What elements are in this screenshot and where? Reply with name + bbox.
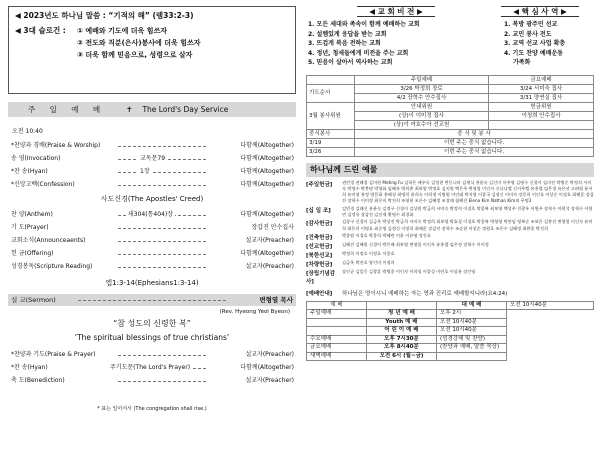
vision-item: 4. 정년, 청세들에게 비전을 주는 교회	[308, 49, 409, 57]
order-leader: 다함께(Altogether)	[240, 211, 294, 218]
schedule-cell: 오후 7시30분	[367, 335, 437, 344]
offering-names: 장인균 김일웅 김광훈 박병종 이인자 이희정 이종성 이민호 이상윤 장인영	[342, 268, 476, 274]
schedule-cell	[307, 327, 367, 336]
duty-cell: 3/26 박정희 장로	[355, 84, 489, 93]
schedule-cell: 주일예배	[307, 310, 367, 319]
core-item: 3. 교역 선교 사업 확충	[504, 40, 566, 47]
schedule-cell: 오후 2시	[437, 310, 507, 319]
preacher-name-en: (Rev. Hyeong Yeol Byeon)	[219, 309, 290, 315]
offering-names: 박종팔 이경호 박종희 박혜련 이윤 이유영 장진호	[342, 232, 431, 238]
duty-cell: 3/24 서미숙 집사	[489, 84, 594, 93]
duty-table	[306, 75, 594, 157]
offering-tag: [주일헌금]	[306, 181, 333, 188]
notice-tag: [예배안내]	[306, 290, 333, 297]
service-schedule	[306, 301, 594, 362]
order-leader: 다함께(Altogether)	[240, 364, 294, 371]
order-leader: 다함께(Altogether)	[240, 181, 294, 188]
meal-note: 이번 주는 중식 없습니다.	[355, 138, 594, 147]
sermon-label: 설 교(Sermon)	[11, 296, 56, 304]
offering-names: 김민경 김래신 홍윤숙 김정구 신경이 김상원 박금희 서미숙 박정희 이경호 박종복 최보영 백상주 진광우 이원주 장혁수 이원석 장혁수 이원빈 김정옥 장갑진 김인재 황명수 최경화	[342, 205, 593, 217]
offering-tag: [건축헌금]	[306, 234, 333, 241]
offering-title: 하나님께 드린 예물	[306, 163, 594, 177]
offering-entry	[306, 269, 594, 285]
meal-date: 3/26	[307, 147, 355, 156]
order-label: 성경봉독(Scripture Reading)	[11, 263, 93, 270]
serve-label: 3월 봉사위원	[307, 102, 355, 129]
preacher-name: 변형열 목사	[259, 296, 293, 304]
order-item	[8, 165, 296, 178]
slogan-item: ① 예배와 기도에 더욱 힘쓰자	[77, 27, 168, 35]
order-detail: 교독문79	[138, 152, 167, 165]
duty-head: 안내위원	[355, 102, 489, 111]
order-item	[8, 208, 296, 221]
order-item	[8, 348, 296, 361]
core-item: 4. 기도 찬양 예배운동	[504, 49, 564, 57]
scripture-ref: 엡1:3-14(Ephesians1:3-14)	[105, 279, 199, 287]
offering-names: 김금옥 박진호 양인미 이정희	[342, 259, 395, 265]
worship-notice	[306, 289, 594, 297]
order-leader: 다함께(Altogether)	[240, 168, 294, 175]
vision-item: 2. 설렘있게 응답을 받는 교회	[308, 30, 387, 38]
prayer-order-label: 기도순서	[307, 84, 355, 102]
order-list	[8, 348, 296, 387]
meal-head: 중 식 및 봉 사	[355, 129, 594, 138]
order-leader: 설교자(Preacher)	[245, 351, 294, 358]
annual-word: ◀ 2023년도 하나님 말씀 : “기적의 해” (렘33:2-3)	[15, 11, 194, 20]
church-vision	[306, 6, 486, 68]
meal-note: 이번 주는 중식 없습니다.	[355, 147, 594, 156]
offering-tag: [차량헌금]	[306, 261, 333, 268]
schedule-row	[307, 327, 594, 336]
order-leader: 장갑진 안수집사	[251, 224, 294, 231]
duty-cell: (상)이 이미정 집사	[355, 111, 489, 120]
order-item	[8, 361, 296, 374]
meal-date: 3/19	[307, 138, 355, 147]
cross-icon: ✝	[126, 105, 133, 114]
order-item	[8, 152, 296, 165]
order-detail: 새304(통404)장	[126, 208, 175, 221]
schedule-cell: 청 년 예 배	[367, 310, 437, 319]
slogan-item: ③ 더욱 함께 믿음으로, 성령으로 살자	[77, 51, 193, 59]
core-item: 2. 교민 봉사 전도	[504, 30, 552, 38]
duty-cell: 3/31 양연실 집사	[489, 93, 594, 102]
order-leader: 다함께(Altogether)	[240, 142, 294, 149]
schedule-cell: 어 린 이 예 배	[367, 327, 437, 336]
order-leader: 설교자(Preacher)	[245, 237, 294, 244]
order-label: *찬 송(Hyan)	[11, 168, 48, 175]
order-leader: 다함께(Altogether)	[240, 155, 294, 162]
schedule-cell: (성경강해 및 찬양)	[437, 335, 507, 344]
duty-head: 헌금위원	[489, 102, 594, 111]
order-leader: 다함께(Altogether)	[240, 250, 294, 257]
schedule-cell: 오후 8시40분	[367, 344, 437, 353]
schedule-label: 예 배	[307, 301, 367, 310]
offering-names: 김혜진 김혜원 신경이 박은배 최보영 변형열 이인자 유홍렬 임은정 장혁수 이미정	[342, 241, 489, 247]
order-detail: 주기도문(The Lord's Prayer)	[108, 361, 192, 374]
order-label: 송 영(Invocation)	[11, 155, 61, 162]
offering-tag: [십 일 조]	[306, 207, 331, 214]
vision-item: 1. 모든 세대와 족속이 함께 예배하는 교회	[308, 21, 420, 28]
duty-cell: 4/2 장혁수 안수집사	[355, 93, 489, 102]
order-label: *신앙고백(Confession)	[11, 181, 75, 188]
order-leader: 설교자(Preacher)	[245, 263, 294, 270]
offering-list	[306, 180, 594, 285]
order-label: 찬 양(Anthem)	[11, 211, 53, 218]
order-list	[8, 139, 296, 191]
schedule-cell: 오전 10시40분	[437, 318, 507, 327]
schedule-cell: Youth 예 배	[367, 318, 437, 327]
offering-names: 김창구 신경이 김금옥 박상진 박금희 서미숙 박정희 최보영 박효경 이경호 박종복 박형영 박봉임 영복순 조보은 김봉진 변형열 이인자 유미희 최은희 이명호 최순영 김정신 이정희 최해운 장갑진 장혁수 조승현 이상순 정원호 조은수 김혜정 최완종 박진희	[342, 219, 593, 231]
creed: 사도신경(The Apostles' Creed)	[100, 195, 204, 203]
schedule-cell	[437, 352, 507, 361]
schedule-cell: 오전 10시40분	[437, 327, 507, 336]
slogan-box	[8, 6, 296, 94]
duty-cell: (상)이 여호수아 선교원	[355, 120, 489, 129]
schedule-row	[307, 335, 594, 344]
order-item	[8, 260, 296, 273]
offering-entry	[306, 260, 594, 268]
worship-title-en: The Lord's Day Service	[142, 105, 229, 114]
order-item	[8, 139, 296, 152]
meal-label: 중식봉사	[307, 129, 355, 138]
stand-note: * 표는 일어서서 (The congregation shall rise.)	[97, 406, 207, 412]
left-column	[8, 6, 296, 458]
order-item	[8, 247, 296, 260]
offering-entry	[306, 219, 594, 232]
right-column	[306, 6, 594, 458]
notice-text: 하나님은 영이시니 예배하는 자는 영과 진리로 예배할지니라(요4:24)	[342, 290, 508, 297]
core-item: 가족화	[513, 59, 531, 66]
offering-tag: [선교헌금]	[306, 243, 333, 250]
order-item	[8, 234, 296, 247]
duty-head: 금요예배	[489, 75, 594, 84]
schedule-cell: 수요예배	[307, 335, 367, 344]
service-time: 오전 10:40	[12, 128, 43, 135]
slogan-label: ◀ 3대 슬로건 :	[15, 26, 66, 35]
schedule-cell: (찬양과 예배, 말씀 묵상)	[437, 344, 507, 353]
schedule-cell: 금요예배	[307, 344, 367, 353]
core-item: 1. 복방 광주민 선교	[504, 21, 558, 28]
order-item	[8, 221, 296, 234]
sermon-title-ko: “참 성도의 신령한 복”	[113, 319, 191, 328]
offering-tag: [감사헌금]	[306, 221, 333, 228]
offering-tag: [장립기념감사]	[306, 270, 336, 285]
worship-title-ko: 주 일 예 배	[28, 105, 107, 114]
order-leader: 설교자(Preacher)	[245, 377, 294, 384]
schedule-head: 오전 10시40분	[507, 301, 594, 310]
order-label: 헌 금(Offering)	[11, 250, 54, 257]
order-label: *찬양과 경배(Praise & Worship)	[11, 142, 101, 149]
offering-names: 권민경 권혜경 김미현 Meting Fu 김학은 배우숙 김정현 변동니라 김세식 홍윤숙 김신미 이주영 김명수 신경이 김미진 박병순 박정희 서미숙 박생수 박봉명 박영화 임혜자 박희춘 최보영 박정호 김지원 백은주 변형열 이인자 신다나엘 신사무엘 유홍렬 임은경 유은선 고려원 윤서희 유미정 홍정 방문화 홍혜경 최명희 윤희숙 이희생 이병원 이인태 박지영 이종국 김정신 이미자 장문희 이인호 이상순 이정호 최해운 장갑진 장혁수 이미정 최은희 박진희 조영현 조은수 김혜정 조창래 함해진 Elena Kim Nathan Kim외 무명2	[342, 179, 594, 204]
schedule-row	[307, 344, 594, 353]
offering-tag: [북한선교]	[306, 252, 333, 259]
core-title: ◀ 핵 심 사 역 ▶	[501, 6, 579, 17]
schedule-cell: 새벽예배	[307, 352, 367, 361]
schedule-cell	[307, 318, 367, 327]
offering-entry	[306, 233, 594, 241]
core-ministry	[486, 6, 594, 68]
order-list	[8, 208, 296, 273]
order-label: 교회소식(Announceaents)	[11, 237, 86, 244]
offering-entry	[306, 251, 594, 259]
schedule-row	[307, 310, 594, 319]
worship-header	[8, 102, 296, 117]
offering-names: 박정희 이정호 이정호 이종호	[342, 250, 395, 256]
order-label: *찬 송(Hyan)	[11, 364, 48, 371]
order-label: 기 도(Prayer)	[11, 224, 49, 231]
order-label: *찬양과 기도(Praise & Prayer)	[11, 351, 96, 358]
sermon-title-en: ‘The spiritual blessings of true christians’	[74, 333, 230, 342]
schedule-row	[307, 318, 594, 327]
duty-cell: 이청희 안수집사	[489, 111, 594, 120]
duty-head: 주일예배	[355, 75, 489, 84]
order-item	[8, 374, 296, 387]
schedule-row	[307, 352, 594, 361]
order-detail: 1장	[138, 165, 152, 178]
order-item	[8, 178, 296, 191]
schedule-cell: 오전 6시 (월~금)	[367, 352, 437, 361]
vision-item: 5. 믿음이 살아서 역사하는 교회	[308, 59, 393, 66]
sermon-row	[8, 294, 296, 306]
duty-cell	[489, 120, 594, 129]
order-label: 축 도(Benediction)	[11, 377, 65, 384]
vision-title: ◀ 교 회 비 전 ▶	[357, 6, 435, 17]
offering-entry	[306, 180, 594, 205]
vision-item: 3. 뜨겁게 복음 전하는 교회	[308, 40, 381, 47]
slogan-item: ② 전도와 직분(은사)봉사에 더욱 힘쓰자	[77, 39, 201, 47]
offering-entry	[306, 206, 594, 219]
offering-entry	[306, 242, 594, 250]
schedule-head: 대 예 배	[437, 301, 507, 310]
